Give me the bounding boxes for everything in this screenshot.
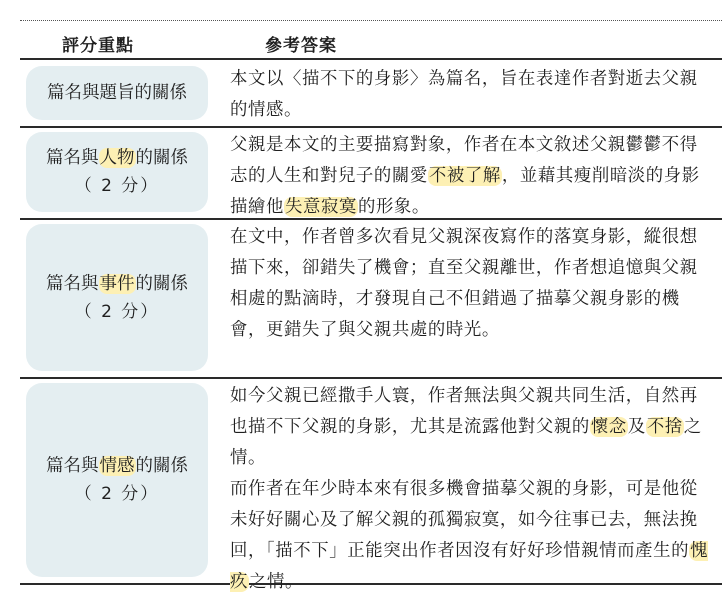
answer-text: 的形象。: [357, 197, 430, 217]
header-reference-answer: 參考答案: [265, 36, 337, 56]
answer-text: 及: [627, 417, 646, 437]
scoring-point-label: [47, 79, 187, 107]
header-scoring-points: 評分重點: [62, 36, 134, 56]
scoring-point-highlight: 事件: [99, 273, 135, 294]
answer-highlight: 不捨: [646, 417, 683, 437]
scoring-point-text: 篇名與: [46, 273, 99, 294]
scoring-point-text: 篇名與: [46, 456, 99, 476]
answer-text: ，並藉其瘦削暗淡的身影描繪他: [230, 166, 700, 217]
scoring-point-text: 的關係: [135, 456, 188, 476]
answer-text: 在文中，作者曾多次看見父親深夜寫作的落寞身影，縱很想描下來，卻錯失了機會；直至父親離世，作者想追憶與父親相處的點滴時，才發現自己不但錯過了描摹父親身影的機會，更錯失了與父親共處的時光。: [230, 227, 698, 340]
reference-answer-text: [230, 381, 710, 598]
scoring-point-text: 的關係: [135, 148, 188, 168]
answer-text: 如今父親已經撒手人寰，作者無法與父親共同生活，自然再也描不下父親的身影，尤其是流露他對父親的: [230, 386, 698, 437]
reference-answer-text: [230, 222, 710, 346]
score-label: （ 2 分）: [74, 301, 160, 322]
scoring-point-cell: [26, 383, 208, 577]
scoring-point-text: 篇名與題旨的關係: [47, 83, 187, 103]
table-row: [20, 126, 722, 220]
answer-highlight: 懷念: [590, 417, 627, 437]
answer-text: 而作者在年少時本來有很多機會描摹父親的身影，可是他從未好好關心及了解父親的孤獨寂寞，如今往事已去，無法挽回，「描不下」正能突出作者因沒有好好珍惜親情而產生的: [230, 479, 698, 561]
score-label: （ 2 分）: [74, 484, 160, 504]
answer-highlight: 不被了解: [428, 166, 501, 186]
scoring-point-highlight: 人物: [99, 148, 135, 168]
reference-answer-text: [230, 130, 710, 223]
scoring-point-cell: [26, 224, 208, 371]
top-dotted-rule: [20, 20, 722, 21]
answer-text: 本文以〈描不下的身影〉為篇名，旨在表達作者對逝去父親的情感。: [230, 69, 698, 120]
table-row: [20, 377, 722, 592]
scoring-point-label: [46, 144, 188, 172]
scoring-point-text: 的關係: [135, 273, 188, 294]
answer-highlight: 愧疚: [230, 541, 709, 592]
scoring-point-cell: [26, 66, 208, 120]
scoring-point-label: [46, 270, 188, 298]
answer-text: 之情。: [230, 417, 702, 468]
scoring-point-cell: [26, 132, 208, 212]
reference-answer-text: [230, 64, 710, 126]
scoring-point-label: [46, 452, 188, 480]
scoring-point-highlight: 情感: [99, 456, 135, 476]
answer-text: 父親是本文的主要描寫對象，作者在本文敘述父親鬱鬱不得志的人生和對兒子的關愛: [230, 135, 698, 186]
table-header: [20, 28, 722, 60]
scoring-point-text: 篇名與: [46, 148, 99, 168]
table-row: [20, 60, 722, 128]
answer-text: 之情。: [249, 572, 303, 592]
table-row: [20, 218, 722, 379]
answer-highlight: 失意寂寞: [284, 197, 357, 217]
score-label: （ 2 分）: [74, 176, 160, 196]
